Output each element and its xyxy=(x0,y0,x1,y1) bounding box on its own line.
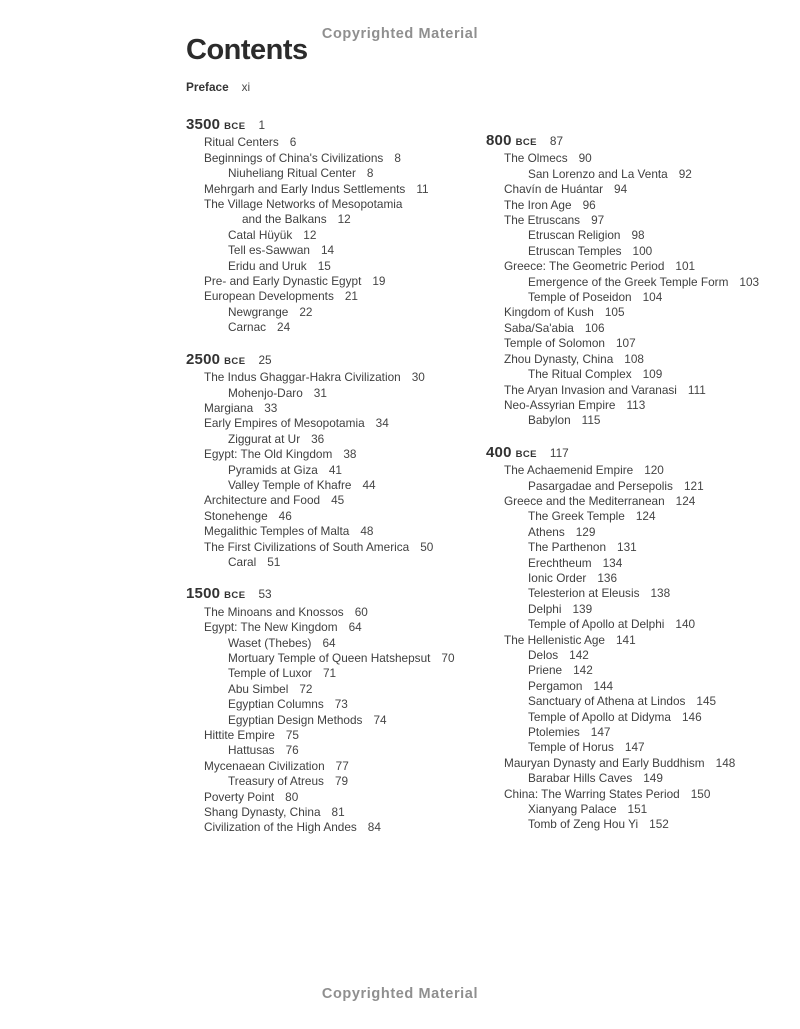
section-page-number: 53 xyxy=(258,587,272,602)
toc-entry xyxy=(486,556,786,571)
toc-entry xyxy=(186,820,486,835)
entry-title: Stonehenge xyxy=(204,508,268,523)
section-era-label: BCE xyxy=(224,355,246,367)
entry-title: Xianyang Palace xyxy=(528,802,617,817)
toc-entry xyxy=(186,463,486,478)
toc-entry xyxy=(186,540,486,555)
copyright-notice-bottom: Copyrighted Material xyxy=(321,986,479,1002)
entry-title: Etruscan Religion xyxy=(528,228,621,243)
section-era-label: BCE xyxy=(515,448,537,460)
toc-entry xyxy=(486,802,786,817)
entry-page-number: 73 xyxy=(334,697,348,712)
entry-title: Shang Dynasty, China xyxy=(204,805,321,820)
entry-title: Abu Simbel xyxy=(228,681,289,696)
entry-title: The Hellenistic Age xyxy=(504,632,605,647)
entry-page-number: 22 xyxy=(299,304,313,319)
entry-page-number: 138 xyxy=(650,586,671,601)
entry-title: Early Empires of Mesopotamia xyxy=(204,416,365,431)
toc-entry xyxy=(486,321,786,336)
section-heading xyxy=(486,133,786,150)
entry-title: Architecture and Food xyxy=(204,493,321,508)
toc-entry xyxy=(186,666,486,681)
entry-title: The Minoans and Knossos xyxy=(204,604,344,619)
entry-title: Mehrgarh and Early Indus Settlements xyxy=(204,181,406,196)
entry-title: Valley Temple of Khafre xyxy=(228,477,352,492)
entry-title: Sanctuary of Athena at Lindos xyxy=(528,694,686,709)
toc-entry xyxy=(486,182,786,197)
toc-entry xyxy=(186,728,486,743)
entry-title: Egypt: The Old Kingdom xyxy=(204,447,333,462)
page-title: Contents xyxy=(186,34,308,66)
toc-entry xyxy=(186,774,486,789)
entry-page-number: 24 xyxy=(277,320,291,335)
entry-page-number: 142 xyxy=(573,663,593,678)
toc-entry xyxy=(186,243,486,258)
entry-page-number: 75 xyxy=(285,728,299,743)
entry-title: Mauryan Dynasty and Early Buddhism xyxy=(504,755,705,770)
toc-section-1500-bce xyxy=(186,586,486,836)
entry-page-number: 108 xyxy=(624,351,644,366)
entry-page-number: 44 xyxy=(362,477,376,492)
toc-column-right xyxy=(486,133,786,849)
toc-entry xyxy=(486,663,786,678)
entry-title: Barabar Hills Caves xyxy=(528,771,633,786)
toc-entry xyxy=(186,135,486,150)
toc-entry xyxy=(486,494,786,509)
entry-page-number: 15 xyxy=(317,258,331,273)
entry-title: Greece: The Geometric Period xyxy=(504,259,665,274)
entry-page-number: 11 xyxy=(416,181,429,196)
toc-section-2500-bce xyxy=(186,352,486,571)
entry-page-number: 64 xyxy=(322,635,336,650)
toc-entry xyxy=(486,756,786,771)
entry-page-number: 111 xyxy=(687,382,706,397)
toc-entry xyxy=(486,151,786,166)
entry-title: Ionic Order xyxy=(528,570,587,585)
toc-entry xyxy=(486,383,786,398)
section-year: 3500 xyxy=(186,116,221,133)
entry-title: The Parthenon xyxy=(528,540,607,555)
entry-title: Ritual Centers xyxy=(204,135,279,150)
toc-entry xyxy=(486,679,786,694)
toc-entry xyxy=(486,787,786,802)
entry-page-number: 79 xyxy=(334,774,349,789)
entry-page-number: 146 xyxy=(681,709,702,724)
toc-entry xyxy=(486,710,786,725)
entry-title: European Developments xyxy=(204,289,334,304)
toc-entry xyxy=(186,432,486,447)
toc-entry xyxy=(186,320,486,335)
entry-page-number: 115 xyxy=(581,413,601,428)
toc-entry xyxy=(186,259,486,274)
entry-page-number: 149 xyxy=(643,771,663,786)
toc-entry xyxy=(186,151,486,166)
entry-title: The Indus Ghaggar-Hakra Civilization xyxy=(204,370,401,385)
entry-page-number: 150 xyxy=(690,786,711,801)
entry-page-number: 147 xyxy=(590,725,611,740)
section-heading xyxy=(186,352,486,369)
entry-page-number: 139 xyxy=(572,601,593,616)
entry-page-number: 134 xyxy=(602,555,623,570)
entry-title: Pergamon xyxy=(528,678,583,693)
entry-title-wrap: and the Balkans xyxy=(242,212,327,227)
entry-page-number: 14 xyxy=(320,243,335,258)
entry-title: Pyramids at Giza xyxy=(228,462,318,477)
preface-label: Preface xyxy=(186,80,229,94)
entry-page-number: 141 xyxy=(615,632,636,647)
entry-title: Babylon xyxy=(528,413,571,428)
entry-title: The Ritual Complex xyxy=(528,367,632,382)
entry-title: Temple of Apollo at Didyma xyxy=(528,709,671,724)
entry-page-number: 109 xyxy=(642,367,663,382)
toc-entry xyxy=(186,182,486,197)
toc-entry xyxy=(486,694,786,709)
entry-page-number: 129 xyxy=(575,524,596,539)
section-page-number: 25 xyxy=(258,352,272,367)
entry-page-number: 30 xyxy=(411,370,425,385)
entry-title: The Aryan Invasion and Varanasi xyxy=(504,382,677,397)
entry-page-number: 19 xyxy=(372,274,386,289)
entry-page-number: 8 xyxy=(366,166,374,181)
toc-section-800-bce xyxy=(486,133,786,429)
toc-entry xyxy=(186,401,486,416)
entry-title: Carnac xyxy=(228,320,267,335)
entry-page-number: 121 xyxy=(683,478,704,493)
entry-page-number: 8 xyxy=(394,150,401,165)
entry-title: Temple of Luxor xyxy=(228,666,312,681)
toc-entry xyxy=(186,386,486,401)
toc-entry xyxy=(186,805,486,820)
entry-title: Temple of Apollo at Delphi xyxy=(528,617,665,632)
section-page-number: 1 xyxy=(258,118,265,132)
entry-page-number: 60 xyxy=(354,604,368,619)
toc-entry xyxy=(486,352,786,367)
toc-section-400-bce xyxy=(486,445,786,833)
entry-title: China: The Warring States Period xyxy=(504,786,680,801)
toc-entry xyxy=(186,636,486,651)
entry-page-number: 46 xyxy=(278,508,292,523)
toc-entry xyxy=(486,336,786,351)
entry-page-number: 81 xyxy=(331,805,345,820)
entry-title: Temple of Solomon xyxy=(504,336,605,351)
entry-title: The Greek Temple xyxy=(528,509,625,524)
toc-entry xyxy=(486,740,786,755)
toc-entry xyxy=(486,228,786,243)
entry-title: Eridu and Uruk xyxy=(228,258,307,273)
toc-entry xyxy=(486,602,786,617)
toc-entry xyxy=(486,648,786,663)
toc-entry xyxy=(186,759,486,774)
entry-page-number: 131 xyxy=(617,540,637,555)
section-page-number: 117 xyxy=(549,445,569,460)
toc-entry xyxy=(486,479,786,494)
entry-title: Delphi xyxy=(528,601,562,616)
entry-title: Egypt: The New Kingdom xyxy=(204,620,338,635)
entry-page-number: 103 xyxy=(739,274,760,289)
toc-entry xyxy=(486,817,786,832)
entry-title: Beginnings of China's Civilizations xyxy=(204,150,384,165)
toc-entry xyxy=(486,725,786,740)
toc-entry xyxy=(486,198,786,213)
toc-entry xyxy=(486,540,786,555)
entry-page-number: 92 xyxy=(678,166,692,181)
section-era-label: BCE xyxy=(224,121,246,132)
entry-page-number: 113 xyxy=(626,397,646,412)
entry-title: The Village Networks of Mesopotamia xyxy=(204,197,403,212)
toc-entry xyxy=(486,213,786,228)
entry-page-number: 107 xyxy=(615,336,636,351)
toc-entry xyxy=(186,274,486,289)
entry-page-number: 98 xyxy=(631,228,645,243)
entry-page-number: 104 xyxy=(642,290,663,305)
toc-entry xyxy=(186,743,486,758)
toc-entry xyxy=(186,370,486,385)
toc-entry xyxy=(486,509,786,524)
entry-title: Egyptian Design Methods xyxy=(228,712,363,727)
section-page-number: 87 xyxy=(549,134,564,148)
entry-page-number: 12 xyxy=(303,227,317,242)
section-heading xyxy=(186,586,486,603)
entry-page-number: 34 xyxy=(375,416,389,431)
toc-entry xyxy=(186,416,486,431)
entry-page-number: 120 xyxy=(644,463,664,478)
toc-entry xyxy=(486,633,786,648)
section-heading xyxy=(186,117,486,134)
toc-entry xyxy=(486,463,786,478)
toc-entry xyxy=(186,493,486,508)
entry-page-number: 124 xyxy=(635,509,656,524)
section-era-label: BCE xyxy=(515,137,537,148)
entry-page-number: 50 xyxy=(420,539,434,554)
section-heading xyxy=(486,445,786,462)
toc-entry xyxy=(486,275,786,290)
toc-entry xyxy=(186,478,486,493)
entry-page-number: 105 xyxy=(604,305,625,320)
copyright-notice-top: Copyrighted Material xyxy=(321,26,479,42)
entry-title: Hittite Empire xyxy=(204,728,275,743)
entry-page-number: 97 xyxy=(591,213,605,228)
entry-page-number: 136 xyxy=(597,570,618,585)
entry-page-number: 151 xyxy=(627,802,648,817)
toc-entry xyxy=(186,447,486,462)
entry-page-number: 6 xyxy=(289,135,297,150)
entry-page-number: 70 xyxy=(441,651,455,665)
entry-title: Megalithic Temples of Malta xyxy=(204,524,350,539)
entry-title: Mohenjo-Daro xyxy=(228,385,303,400)
entry-page-number: 64 xyxy=(348,620,362,635)
section-year: 400 xyxy=(486,443,512,461)
toc-entry xyxy=(186,713,486,728)
entry-title: Pasargadae and Persepolis xyxy=(528,478,673,493)
toc-entry xyxy=(486,244,786,259)
entry-title: Delos xyxy=(528,648,559,662)
entry-page-number: 145 xyxy=(696,694,717,709)
entry-title: Waset (Thebes) xyxy=(228,635,312,650)
toc-entry xyxy=(186,555,486,570)
section-year: 1500 xyxy=(186,585,221,603)
toc-entry xyxy=(186,509,486,524)
entry-title: Ptolemies xyxy=(528,725,580,740)
entry-page-number: 100 xyxy=(632,243,653,258)
entry-page-number: 124 xyxy=(675,493,696,508)
entry-page-number: 12 xyxy=(337,212,351,227)
entry-page-number: 142 xyxy=(569,648,589,662)
entry-page-number: 90 xyxy=(578,151,592,166)
entry-title: Ziggurat at Ur xyxy=(228,431,301,446)
toc-entry xyxy=(186,305,486,320)
preface-page-number: xi xyxy=(241,80,251,94)
entry-title: Caral xyxy=(228,554,257,569)
entry-page-number: 152 xyxy=(649,817,669,832)
entry-title: Civilization of the High Andes xyxy=(204,820,357,835)
entry-page-number: 72 xyxy=(299,681,313,696)
entry-title: Margiana xyxy=(204,400,254,415)
toc-entry xyxy=(486,771,786,786)
section-year: 2500 xyxy=(186,350,221,368)
toc-entry xyxy=(486,571,786,586)
toc-entry xyxy=(186,697,486,712)
entry-page-number: 38 xyxy=(343,447,357,462)
entry-page-number: 48 xyxy=(360,524,374,539)
entry-title: Telesterion at Eleusis xyxy=(528,586,640,601)
entry-page-number: 101 xyxy=(675,259,696,274)
entry-title: Erechtheum xyxy=(528,555,592,570)
entry-title: Temple of Horus xyxy=(528,740,614,755)
entry-title: Treasury of Atreus xyxy=(228,774,324,789)
entry-page-number: 71 xyxy=(322,666,337,681)
entry-page-number: 41 xyxy=(328,462,342,477)
toc-entry xyxy=(486,617,786,632)
entry-page-number: 94 xyxy=(614,182,628,197)
entry-title: Niuheliang Ritual Center xyxy=(228,166,356,181)
entry-title: Saba/Sa'abia xyxy=(504,320,574,335)
entry-title: The Olmecs xyxy=(504,151,568,166)
toc-entry xyxy=(186,651,486,666)
entry-page-number: 147 xyxy=(624,740,645,755)
entry-title: Priene xyxy=(528,663,563,678)
toc-section-3500-bce xyxy=(186,117,486,336)
entry-title: Catal Hüyük xyxy=(228,227,293,242)
entry-page-number: 148 xyxy=(715,755,736,770)
toc-entry xyxy=(186,605,486,620)
entry-title: Pre- and Early Dynastic Egypt xyxy=(204,274,362,289)
preface-entry xyxy=(186,80,250,94)
entry-page-number: 76 xyxy=(285,743,299,758)
toc-entry xyxy=(486,290,786,305)
toc-column-left xyxy=(186,117,486,852)
entry-title-continuation xyxy=(204,212,486,227)
entry-page-number: 144 xyxy=(593,678,614,693)
entry-page-number: 31 xyxy=(313,385,327,400)
entry-page-number: 106 xyxy=(584,320,605,335)
entry-page-number: 21 xyxy=(344,289,358,304)
section-era-label: BCE xyxy=(224,590,246,602)
entry-page-number: 51 xyxy=(267,554,281,569)
entry-title: Mycenaean Civilization xyxy=(204,758,325,773)
toc-entry xyxy=(486,586,786,601)
entry-title: Hattusas xyxy=(228,743,275,758)
toc-entry xyxy=(486,167,786,182)
entry-page-number: 74 xyxy=(373,712,387,727)
entry-title: Athens xyxy=(528,524,565,539)
entry-title: Greece and the Mediterranean xyxy=(504,493,665,508)
section-year: 800 xyxy=(486,132,512,149)
entry-title: Zhou Dynasty, China xyxy=(504,351,614,366)
entry-title: Newgrange xyxy=(228,304,289,319)
toc-entry xyxy=(186,166,486,181)
entry-title: Temple of Poseidon xyxy=(528,290,632,305)
toc-entry xyxy=(486,305,786,320)
entry-title: Etruscan Temples xyxy=(528,243,622,258)
entry-title: The Achaemenid Empire xyxy=(504,463,634,478)
entry-title: Egyptian Columns xyxy=(228,697,324,712)
toc-entry xyxy=(186,790,486,805)
entry-title: Tell es-Sawwan xyxy=(228,243,310,258)
entry-title: Mortuary Temple of Queen Hatshepsut xyxy=(228,651,431,665)
toc-entry xyxy=(186,228,486,243)
entry-title: Tomb of Zeng Hou Yi xyxy=(528,817,639,832)
entry-title: The First Civilizations of South America xyxy=(204,539,410,554)
entry-page-number: 84 xyxy=(367,820,381,835)
entry-page-number: 80 xyxy=(285,789,299,804)
entry-page-number: 77 xyxy=(335,758,349,773)
toc-entry xyxy=(186,289,486,304)
entry-page-number: 140 xyxy=(675,617,696,632)
entry-title: Neo-Assyrian Empire xyxy=(504,397,616,412)
entry-title: Chavín de Huántar xyxy=(504,182,604,197)
entry-page-number: 45 xyxy=(331,493,345,508)
entry-title: Kingdom of Kush xyxy=(504,305,594,320)
entry-title: Emergence of the Greek Temple Form xyxy=(528,274,729,289)
entry-title: The Iron Age xyxy=(504,197,572,212)
entry-title: The Etruscans xyxy=(504,213,581,228)
entry-page-number: 96 xyxy=(582,197,596,212)
entry-page-number: 33 xyxy=(264,400,278,415)
entry-title: Poverty Point xyxy=(204,789,275,804)
toc-entry xyxy=(486,259,786,274)
toc-entry xyxy=(486,367,786,382)
toc-entry xyxy=(186,682,486,697)
toc-entry xyxy=(486,398,786,413)
toc-entry xyxy=(186,620,486,635)
toc-entry xyxy=(186,197,486,228)
entry-title: San Lorenzo and La Venta xyxy=(528,166,668,181)
toc-entry xyxy=(486,525,786,540)
entry-page-number: 36 xyxy=(311,431,325,446)
toc-entry xyxy=(186,524,486,539)
toc-entry xyxy=(486,413,786,428)
